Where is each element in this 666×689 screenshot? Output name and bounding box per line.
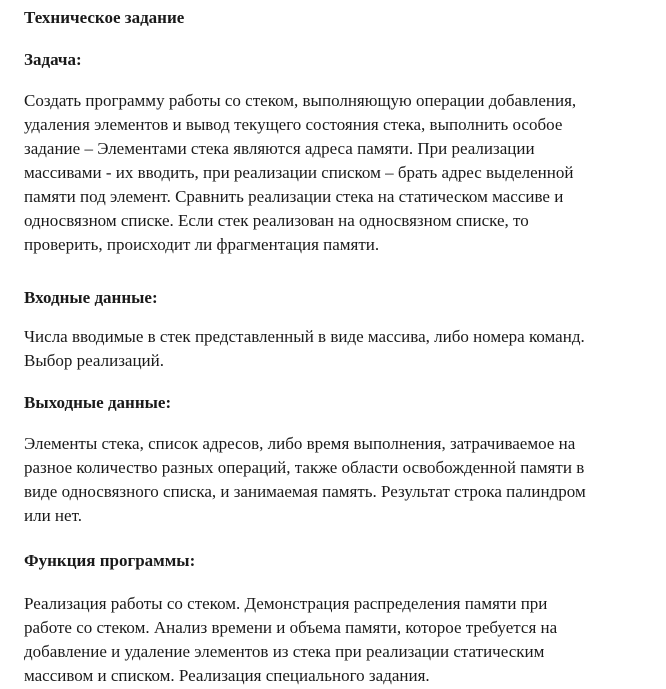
paragraph-line: виде односвязного списка, и занимаемая память. Результат строка палиндром xyxy=(24,482,586,501)
section-paragraph-function xyxy=(24,592,664,688)
section-heading-task: Задача: xyxy=(24,50,82,69)
paragraph-line: задание – Элементами стека являются адреса памяти. При реализации xyxy=(24,139,535,158)
paragraph-line: Реализация работы со стеком. Демонстрация распределения памяти при xyxy=(24,594,548,613)
paragraph-line: разное количество разных операций, также области освобожденной памяти в xyxy=(24,458,585,477)
section-paragraph-input xyxy=(24,325,664,373)
section-heading-function: Функция программы: xyxy=(24,551,196,570)
paragraph-line: или нет. xyxy=(24,506,82,525)
paragraph-line: Выбор реализаций. xyxy=(24,351,164,370)
section-heading-output: Выходные данные: xyxy=(24,393,172,412)
paragraph-line: удаления элементов и вывод текущего состояния стека, выполнить особое xyxy=(24,115,563,134)
paragraph-line: массивом и списком. Реализация специального задания. xyxy=(24,666,430,685)
paragraph-line: Создать программу работы со стеком, выполняющую операции добавления, xyxy=(24,91,577,110)
paragraph-line: Элементы стека, список адресов, либо время выполнения, затрачиваемое на xyxy=(24,434,576,453)
paragraph-line: проверить, происходит ли фрагментация памяти. xyxy=(24,235,380,254)
paragraph-line: массивами - их вводить, при реализации списком – брать адрес выделенной xyxy=(24,163,574,182)
document-title: Техническое задание xyxy=(24,8,185,27)
paragraph-line: памяти под элемент. Сравнить реализации стека на статическом массиве и xyxy=(24,187,564,206)
section-paragraph-output xyxy=(24,432,664,528)
section-paragraph-task xyxy=(24,89,664,257)
paragraph-line: односвязном списке. Если стек реализован на односвязном списке, то xyxy=(24,211,529,230)
section-heading-input: Входные данные: xyxy=(24,288,158,307)
paragraph-line: работе со стеком. Анализ времени и объема памяти, которое требуется на xyxy=(24,618,558,637)
paragraph-line: Числа вводимые в стек представленный в виде массива, либо номера команд. xyxy=(24,327,585,346)
paragraph-line: добавление и удаление элементов из стека при реализации статическим xyxy=(24,642,545,661)
